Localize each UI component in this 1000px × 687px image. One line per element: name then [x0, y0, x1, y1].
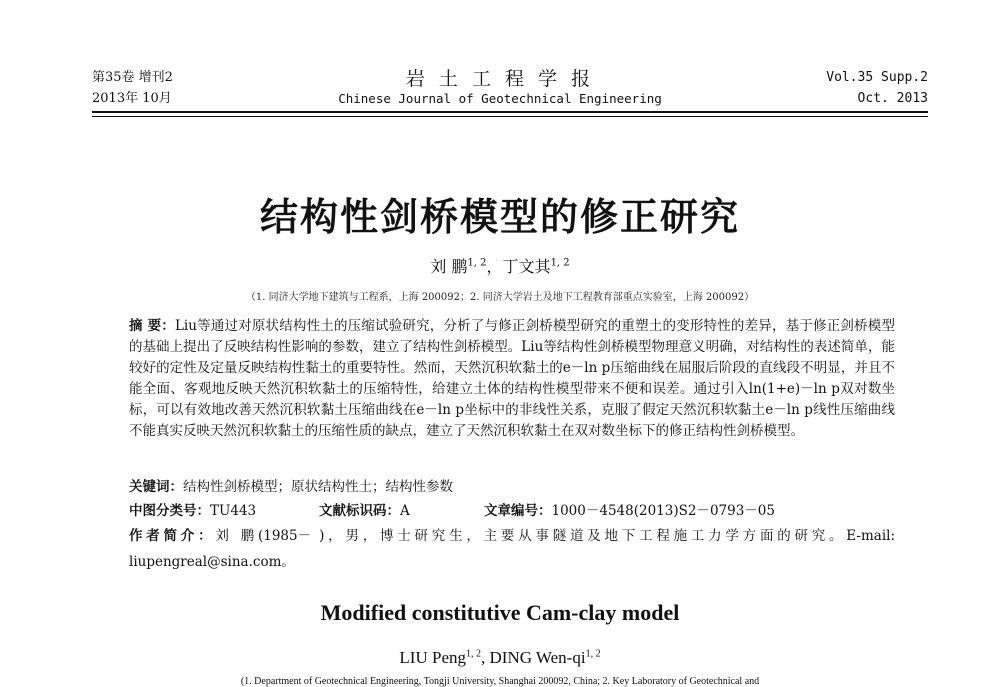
authors-en [0, 648, 1000, 668]
clc-label: 中图分类号： [129, 503, 210, 519]
affiliation-cn: （1. 同济大学地下建筑与工程系，上海 200092；2. 同济大学岩土及地下工程教育部重点实验室，上海 200092） [245, 292, 755, 303]
author-1-en: LIU Peng [399, 648, 466, 667]
doc-code-value: A [400, 503, 410, 519]
affiliation-en: (1. Department of Geotechnical Engineering, Tongji University, Shanghai 200092, China; 2. Key Laboratory of Geotechnical and [240, 676, 760, 687]
author-1-affil-en: 1, 2 [466, 648, 481, 660]
header-volume-en: Vol.35 Supp.2 [826, 70, 928, 85]
author-separator-en: , [481, 648, 490, 667]
author-2-affil-cn: 1, 2 [550, 257, 570, 269]
author-2-cn: 丁文其 [502, 257, 551, 276]
article-number-label: 文章编号： [484, 503, 552, 519]
clc-value: TU443 [210, 503, 257, 519]
author-2-affil-en: 1, 2 [585, 648, 601, 660]
author-bio [129, 523, 895, 575]
author-2-en: DING Wen-qi [489, 648, 586, 667]
article-number-value: 1000－4548(2013)S2－0793－05 [551, 503, 775, 519]
page-title-cn: 结构性剑桥模型的修正研究 [259, 195, 740, 239]
header-volume-cn: 第35卷 增刊2 [92, 70, 173, 85]
keywords-row [129, 475, 895, 495]
doc-code-label: 文献标识码： [319, 503, 400, 519]
journal-title-en: Chinese Journal of Geotechnical Engineering [338, 91, 662, 106]
header-rule-thick [92, 111, 928, 113]
classification-row [129, 499, 895, 519]
keywords-label: 关键词： [129, 479, 183, 495]
journal-title-cn: 岩 土 工 程 学 报 [405, 68, 595, 90]
author-bio-text: 刘 鹏(1985－ )，男，博士研究生，主要从事隧道及地下工程施工力学方面的研究。E-mail: liupengreal@sina.com。 [129, 528, 896, 570]
abstract-label: 摘 要： [129, 318, 175, 334]
author-1-cn: 刘 鹏 [430, 257, 468, 276]
author-1-affil-cn: 1, 2 [467, 257, 487, 269]
page-title-en: Modified constitutive Cam-clay model [320, 600, 680, 625]
header-rule-thin [92, 116, 928, 117]
authors-cn [0, 254, 1000, 277]
header-date-en: Oct. 2013 [857, 91, 928, 106]
author-separator-cn: ， [486, 257, 503, 276]
abstract-text: Liu等通过对原状结构性土的压缩试验研究，分析了与修正剑桥模型研究的重塑土的变形特性的差异，基于修正剑桥模型的基础上提出了反映结构性影响的参数，建立了结构性剑桥模型。Liu等结构性剑桥模型物理意义明确，对结构性的表述简单，能较好的定性及定量反映结构性黏土的重要特性。然而，天然沉积软黏土的e－ln p压缩曲线在屈服后阶段的直线段不明显，并且不能全面、客观地反映天然沉积软黏土的压缩特性，给建立土体的结构性模型带来不便和误差。通过引入ln(1+e)－ln p双对数坐标，可以有效地改善天然沉积软黏土压缩曲线在e－ln p坐标中的非线性关系，克服了假定天然沉积软黏土e－ln p线性压缩曲线不能真实反映天然沉积软黏土的压缩性质的缺点，建立了天然沉积软黏土在双对数坐标下的修正结构性剑桥模型。 [129, 318, 895, 439]
author-bio-label: 作者简介： [129, 528, 216, 544]
keywords-text: 结构性剑桥模型；原状结构性土；结构性参数 [183, 479, 453, 495]
abstract-block [129, 316, 895, 442]
header-date-cn: 2013年 10月 [92, 91, 172, 106]
